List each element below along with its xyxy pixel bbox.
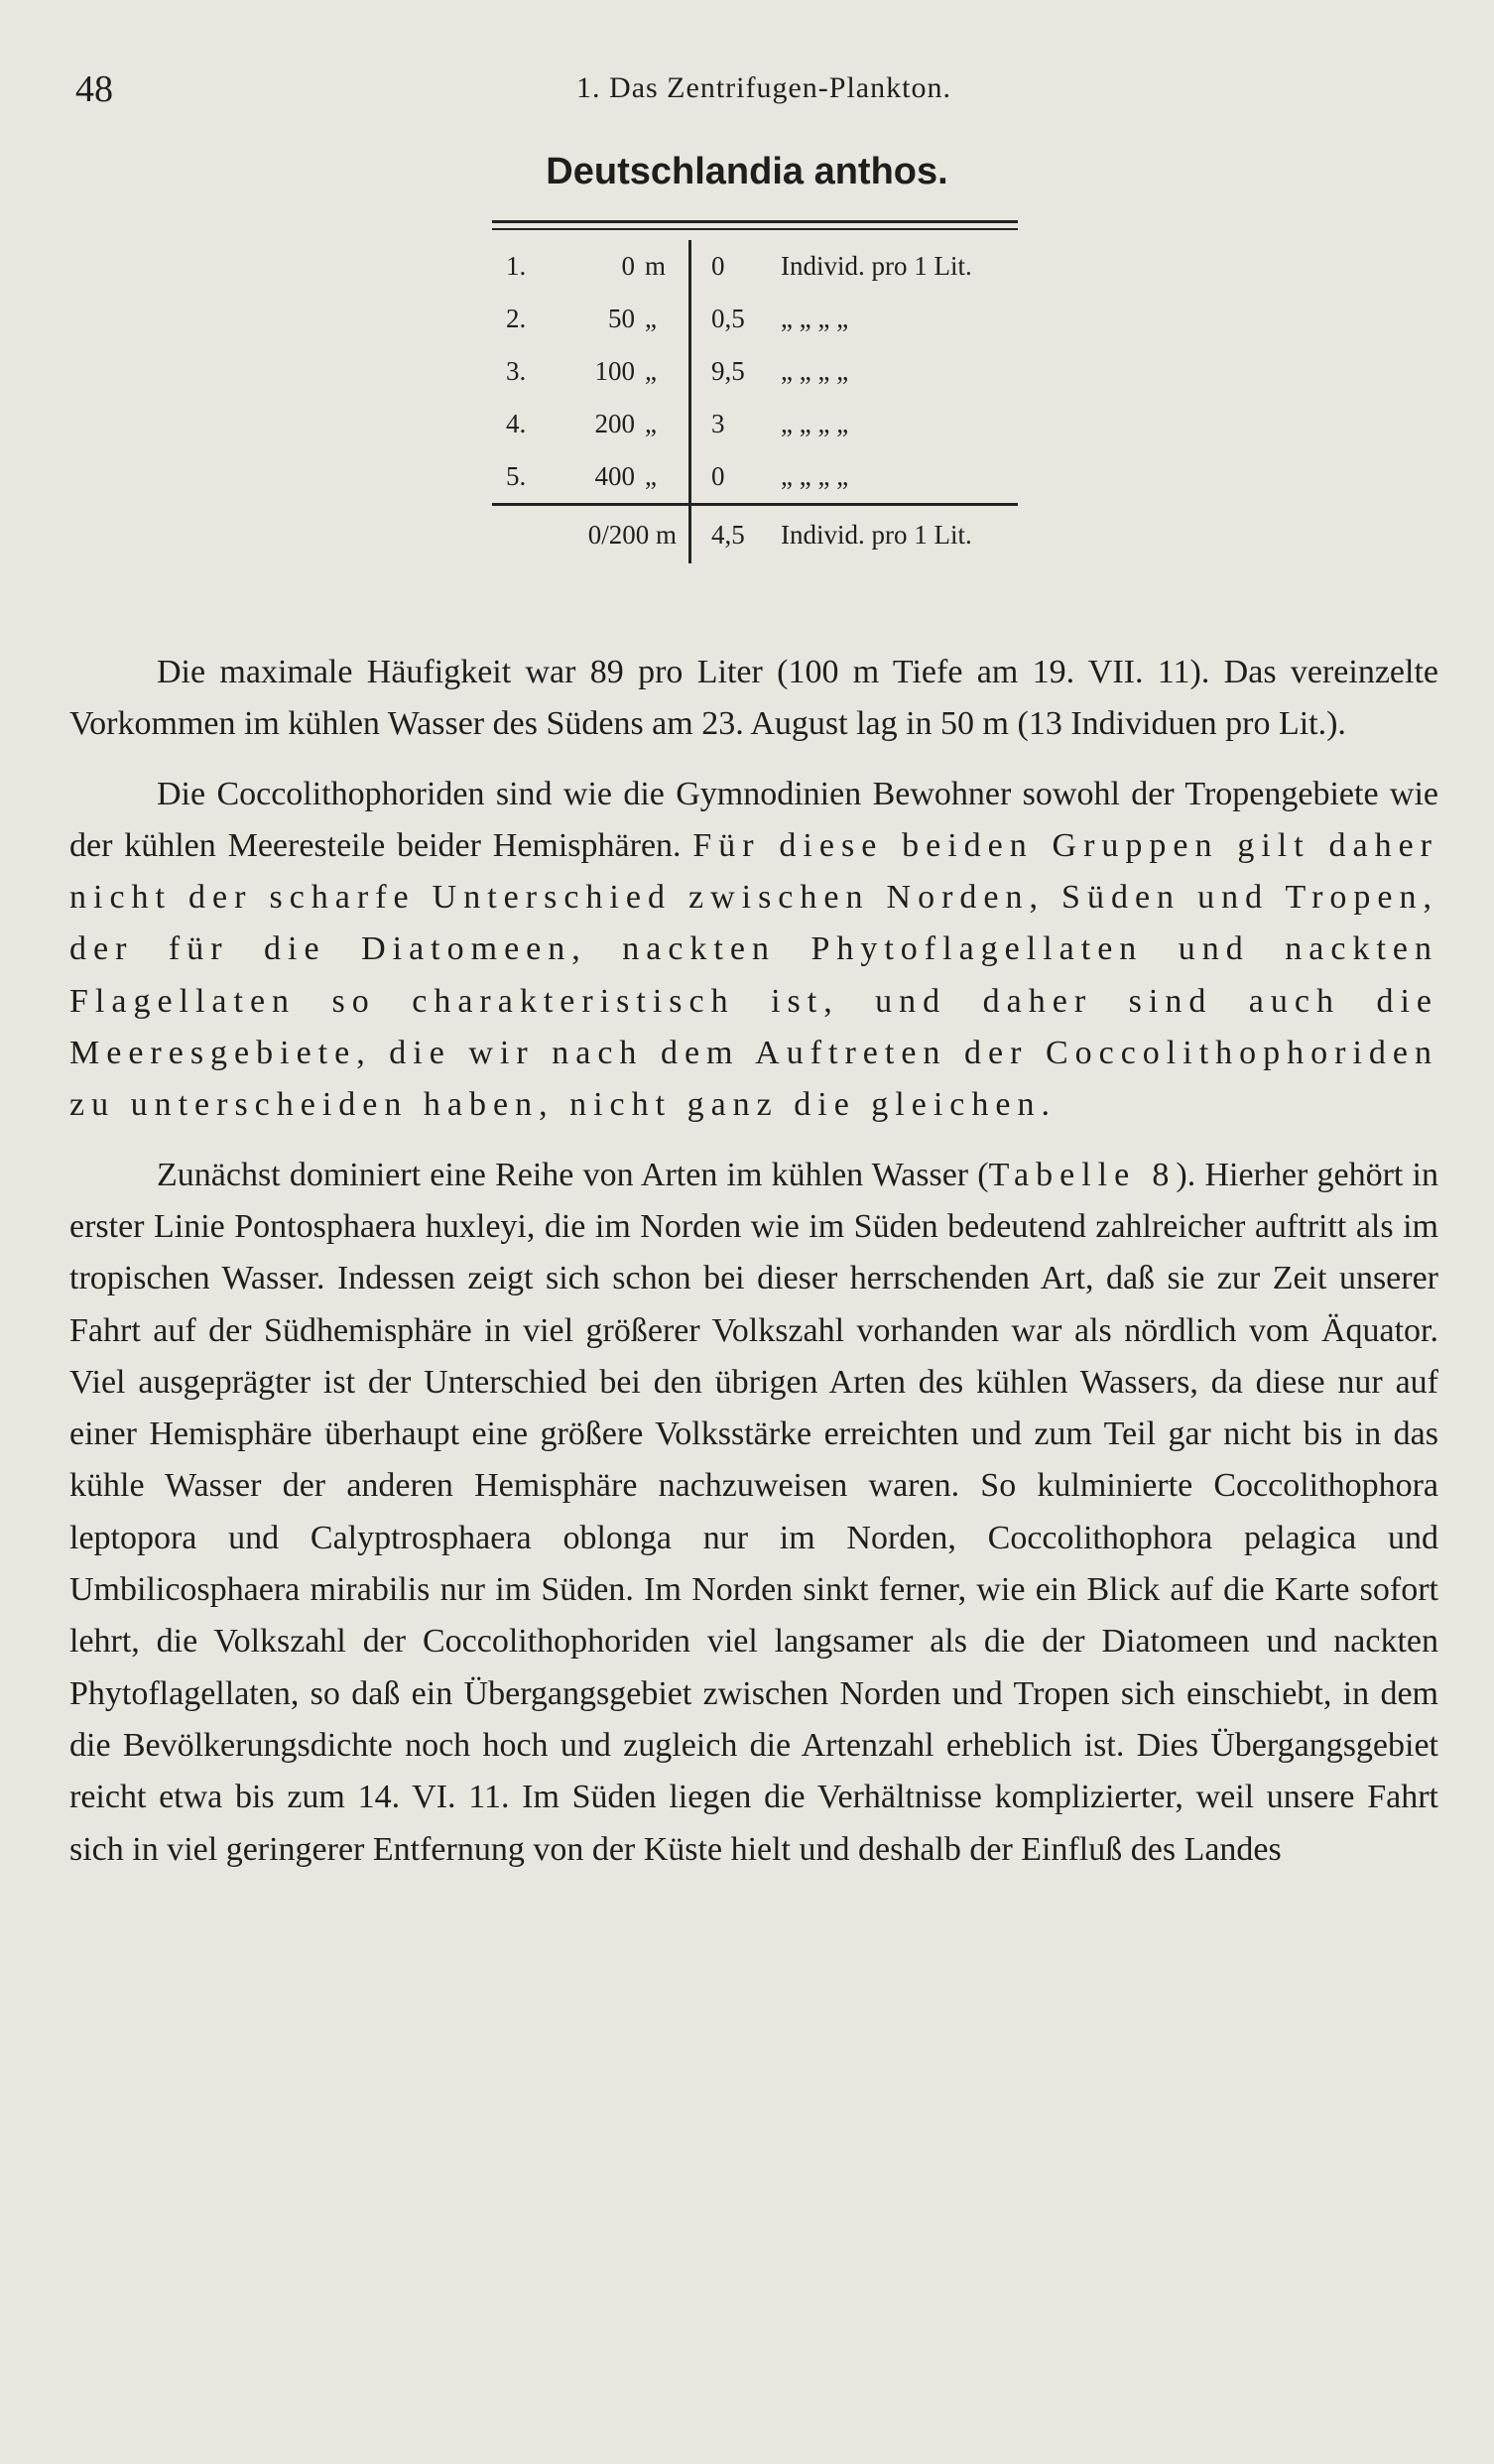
- running-head: [69, 62, 1458, 121]
- body-text: [69, 647, 1438, 1894]
- row-depth: 100: [594, 356, 635, 386]
- table-top-rule: [492, 220, 1018, 230]
- row-value-unit: Individ. pro 1 Lit.: [781, 251, 972, 281]
- paragraph-3-text-start: Zunächst dominiert eine Reihe von Arten im kühlen Wasser (: [157, 1156, 989, 1193]
- table-row: [492, 345, 1018, 398]
- row-number: 2.: [506, 304, 527, 333]
- table-row: [492, 398, 1018, 450]
- table-row: [492, 240, 1018, 293]
- row-depth-unit: „: [635, 345, 690, 398]
- row-value: 9,5: [711, 356, 745, 386]
- row-value: 0: [711, 251, 725, 281]
- row-value-unit: „ „ „ „: [781, 409, 849, 438]
- table-row: [492, 293, 1018, 345]
- running-title: 1. Das Zentrifugen-Plankton.: [576, 71, 951, 104]
- row-depth-unit: „: [635, 293, 690, 345]
- row-value: 0,5: [711, 304, 745, 333]
- total-unit: Individ. pro 1 Lit.: [781, 519, 972, 550]
- row-depth: 0: [621, 251, 635, 281]
- paragraph-2: [69, 769, 1438, 1132]
- paragraph-2-text: Die Coccolithophoriden sind wie die Gymnodinien Bewohner sowohl der Tropengebiete wie der kühlen Meeresteile beider Hemisphären.: [69, 775, 1438, 864]
- paragraph-1: Die maximale Häufigkeit war 89 pro Liter (100 m Tiefe am 19. VII. 11). Das vereinzelte Vorkommen im kühlen Wasser des Südens am 23. August lag in 50 m (13 Individuen pro Lit.).: [69, 654, 1438, 743]
- depth-table: [492, 220, 1018, 563]
- row-value-unit: „ „ „ „: [781, 356, 849, 386]
- table-reference: Tabelle 8: [988, 1156, 1177, 1193]
- row-depth: 400: [556, 450, 635, 505]
- row-value: 3: [711, 409, 725, 438]
- paragraph-2-spaced-text: Für diese beiden Gruppen gilt daher nicht der scharfe Unterschied zwischen Norden, Süden und Tropen, der für die Diatomeen, nackten Phytoflagellaten und nackten Flagellaten so charakteristisch ist, und daher sind auch die Meeresgebiete, die wir nach dem Auftreten der Coccolithophoriden zu unterscheiden haben, nicht ganz die gleichen.: [69, 826, 1439, 1124]
- table-title: Deutschlandia anthos.: [546, 151, 948, 192]
- row-number: 4.: [506, 409, 527, 438]
- row-depth: 50: [608, 304, 635, 333]
- row-depth: 200: [594, 409, 635, 438]
- depth-distribution-table: [492, 240, 1018, 563]
- row-depth-unit: „: [635, 450, 690, 505]
- paragraph-3: [69, 1150, 1438, 1876]
- total-value: 4,5: [711, 519, 745, 550]
- table-row: [492, 450, 1018, 505]
- paragraph-3-text-end: ). Hierher gehört in erster Linie Pontosphaera huxleyi, die im Norden wie im Süden bedeutend zahlreicher auftritt als im tropischen Wasser. Indessen zeigt sich schon bei dieser herrschenden Art, daß sie zur Zeit unserer Fahrt auf der Südhemisphäre in viel größerer Volkszahl vorhanden war als nördlich vom Äquator. Viel ausgeprägter ist der Unterschied bei den übrigen Arten des kühlen Wassers, da diese nur auf einer Hemisphäre überhaupt eine größere Volksstärke erreichten und zum Teil gar nicht bis in das kühle Wasser der anderen Hemisphäre nachzuweisen waren. So kulminierte Coccolithophora leptopora und Calyptrosphaera oblonga nur im Norden, Coccolithophora pelagica und Umbilicosphaera mirabilis nur im Süden. Im Norden sinkt ferner, wie ein Blick auf die Karte sofort lehrt, die Volkszahl der Coccolithophoriden viel langsamer als die der Diatomeen und nackten Phytoflagellaten, so daß ein Übergangsgebiet zwischen Norden und Tropen sich einschiebt, in dem die Bevölkerungsdichte noch hoch und zugleich die Artenzahl erheblich ist. Dies Übergangsgebiet reicht etwa bis zum 14. VI. 11. Im Süden liegen die Verhältnisse komplizierter, weil unsere Fahrt sich in viel geringerer Entfernung von der Küste hielt und deshalb der Einfluß des Landes: [69, 1156, 1438, 1868]
- row-value-unit: „ „ „ „: [781, 304, 849, 333]
- row-number: 1.: [506, 251, 527, 281]
- row-number: 5.: [492, 450, 556, 505]
- row-value-unit: „ „ „ „: [781, 450, 1018, 505]
- total-label: 0/200 m: [492, 505, 690, 564]
- page-number: 48: [75, 68, 113, 110]
- table-total-row: [492, 505, 1018, 564]
- row-number: 3.: [506, 356, 527, 386]
- row-depth-unit: m: [635, 240, 690, 293]
- row-value: 0: [690, 450, 782, 505]
- row-depth-unit: „: [635, 398, 690, 450]
